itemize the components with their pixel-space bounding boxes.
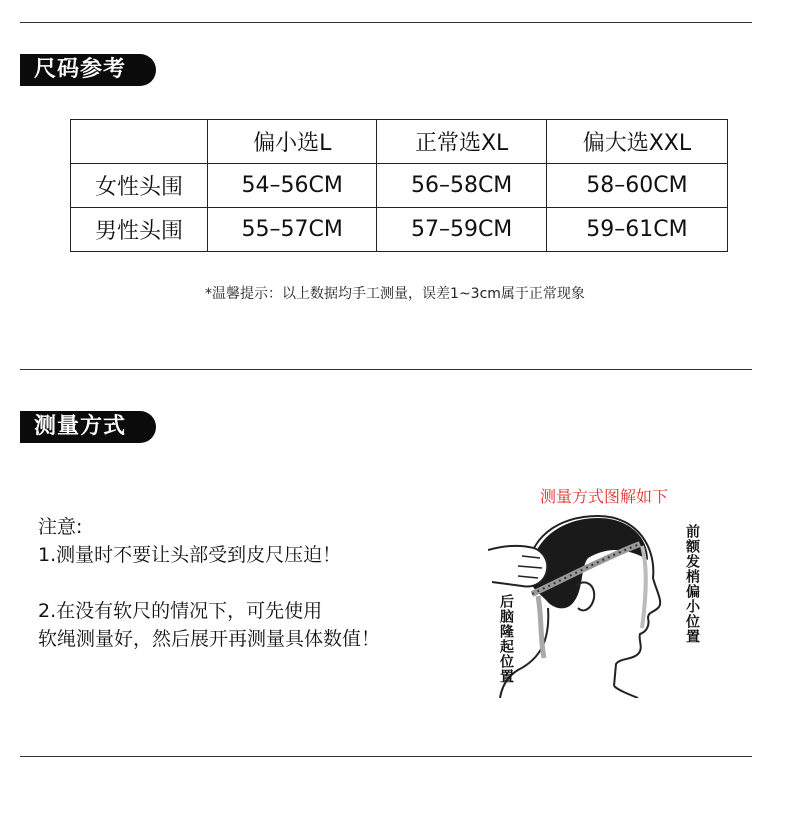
row-label: 女性头围 bbox=[71, 164, 208, 208]
size-reference-badge: 尺码参考 bbox=[20, 54, 156, 86]
tape-tail-front bbox=[642, 546, 646, 628]
table-cell: 58–60CM bbox=[546, 164, 727, 208]
bottom-divider bbox=[20, 756, 752, 757]
measurement-method-badge: 测量方式 bbox=[20, 411, 156, 443]
table-header-cell bbox=[71, 120, 208, 164]
table-row bbox=[71, 208, 728, 252]
diagram-caption: 测量方式图解如下 bbox=[540, 487, 669, 506]
hand bbox=[488, 546, 547, 587]
table-cell: 56–58CM bbox=[377, 164, 546, 208]
table-header-cell: 偏大选XXL bbox=[546, 120, 727, 164]
head-measurement-illustration bbox=[488, 508, 688, 698]
table-header-row bbox=[71, 120, 728, 164]
top-divider bbox=[20, 22, 752, 23]
row-label: 男性头围 bbox=[71, 208, 208, 252]
tape-tail bbox=[538, 596, 544, 658]
back-crown-label: 后脑隆起位置 bbox=[498, 594, 514, 684]
table-header-cell: 正常选XL bbox=[377, 120, 546, 164]
notes-block bbox=[38, 513, 380, 653]
neck-shoulder bbox=[500, 608, 638, 698]
measurement-tip: *温馨提示：以上数据均手工测量，误差1~3cm属于正常现象 bbox=[205, 286, 585, 302]
notes-line: 软绳测量好，然后展开再测量具体数值！ bbox=[38, 628, 381, 650]
table-cell: 55–57CM bbox=[208, 208, 377, 252]
notes-line: 1.测量时不要让头部受到皮尺压迫！ bbox=[38, 544, 342, 566]
middle-divider bbox=[20, 369, 752, 370]
size-table bbox=[70, 119, 728, 252]
front-hairline-label: 前额发梢偏小位置 bbox=[684, 524, 700, 644]
table-cell: 54–56CM bbox=[208, 164, 377, 208]
table-row bbox=[71, 164, 728, 208]
notes-heading: 注意: bbox=[38, 516, 83, 538]
notes-spacer bbox=[38, 569, 380, 597]
table-cell: 59–61CM bbox=[546, 208, 727, 252]
table-header-cell: 偏小选L bbox=[208, 120, 377, 164]
notes-line: 2.在没有软尺的情况下，可先使用 bbox=[38, 600, 323, 622]
table-cell: 57–59CM bbox=[377, 208, 546, 252]
